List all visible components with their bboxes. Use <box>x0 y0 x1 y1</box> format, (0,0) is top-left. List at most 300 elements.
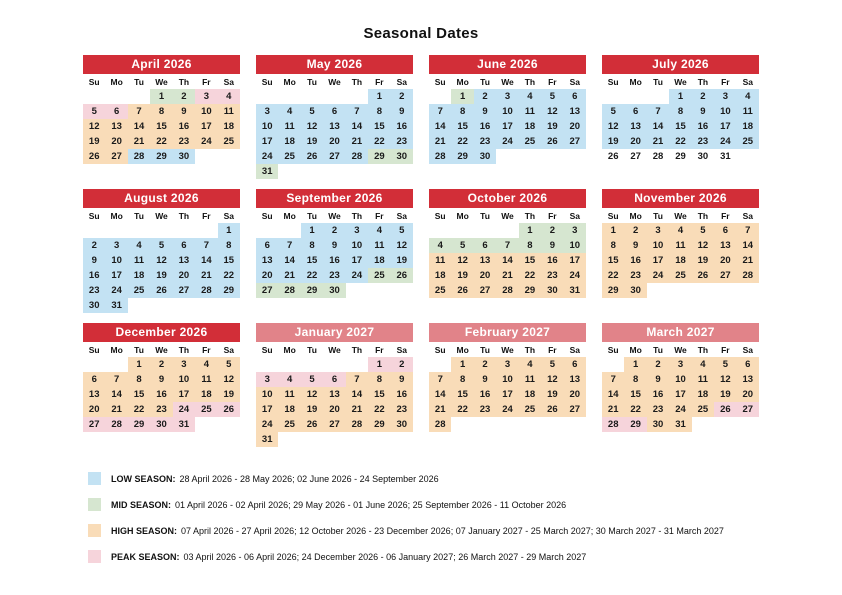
week-row <box>602 387 759 402</box>
day-cell: 12 <box>150 253 172 268</box>
day-cell: 13 <box>474 253 496 268</box>
day-cell: 26 <box>301 149 323 164</box>
week-row <box>602 134 759 149</box>
weekday-label: We <box>501 345 514 355</box>
weekday-header-row <box>83 76 240 88</box>
day-cell: 6 <box>105 104 127 119</box>
day-cell: 16 <box>83 268 105 283</box>
day-cell: 22 <box>368 134 390 149</box>
day-cell: 30 <box>83 298 105 313</box>
day-cell: 27 <box>83 417 105 432</box>
day-cell: 19 <box>451 268 473 283</box>
day-cell: 29 <box>624 417 646 432</box>
day-cell: 3 <box>346 223 368 238</box>
day-cell: 22 <box>368 402 390 417</box>
day-cell: 3 <box>195 89 217 104</box>
weekday-label: Tu <box>134 345 144 355</box>
weekday-header-row <box>602 210 759 222</box>
day-cell: 30 <box>391 149 413 164</box>
day-cell: 9 <box>391 372 413 387</box>
empty-cell <box>346 164 368 179</box>
legend-dates: 28 April 2026 - 28 May 2026; 02 June 2026 - 24 September 2026 <box>179 473 439 484</box>
week-row <box>602 104 759 119</box>
day-cell: 18 <box>692 387 714 402</box>
empty-cell <box>391 432 413 447</box>
day-cell: 12 <box>602 119 624 134</box>
empty-cell <box>451 417 473 432</box>
day-cell: 1 <box>519 223 541 238</box>
weekday-label: We <box>674 345 687 355</box>
day-cell: 15 <box>451 119 473 134</box>
weekday-label: Sa <box>396 345 407 355</box>
weekday-label: We <box>328 345 341 355</box>
empty-cell <box>105 357 127 372</box>
day-cell: 15 <box>602 253 624 268</box>
week-row <box>602 89 759 104</box>
day-cell: 10 <box>669 372 691 387</box>
day-cell: 7 <box>429 104 451 119</box>
day-cell: 12 <box>391 238 413 253</box>
weekday-header-row <box>602 344 759 356</box>
day-cell: 23 <box>692 134 714 149</box>
month-calendar <box>256 55 413 189</box>
day-cell: 26 <box>83 149 105 164</box>
day-cell: 4 <box>218 89 240 104</box>
weekday-label: Su <box>607 77 619 87</box>
day-cell: 8 <box>451 104 473 119</box>
weekday-label: We <box>328 211 341 221</box>
empty-cell <box>278 89 300 104</box>
week-row <box>602 223 759 238</box>
month-title: January 2027 <box>256 323 413 342</box>
day-cell: 4 <box>278 104 300 119</box>
day-cell: 27 <box>323 149 345 164</box>
day-cell: 13 <box>105 119 127 134</box>
day-cell: 29 <box>150 149 172 164</box>
day-cell: 23 <box>83 283 105 298</box>
day-cell: 25 <box>429 283 451 298</box>
day-cell: 29 <box>301 283 323 298</box>
weekday-header-row <box>429 76 586 88</box>
weekday-label: We <box>674 77 687 87</box>
day-cell: 22 <box>451 402 473 417</box>
month-calendar <box>602 189 759 323</box>
day-cell: 22 <box>301 268 323 283</box>
weekday-label: Th <box>697 345 709 355</box>
week-row <box>429 104 586 119</box>
empty-cell <box>714 283 736 298</box>
empty-cell <box>128 223 150 238</box>
empty-cell <box>391 283 413 298</box>
weekday-label: Th <box>178 211 190 221</box>
day-cell: 14 <box>496 253 518 268</box>
day-cell: 31 <box>173 417 195 432</box>
day-cell: 21 <box>195 268 217 283</box>
weekday-label: Sa <box>569 345 580 355</box>
month-calendar <box>256 189 413 323</box>
day-cell: 5 <box>714 357 736 372</box>
month-calendar <box>429 189 586 323</box>
empty-cell <box>195 149 217 164</box>
weeks <box>429 357 586 432</box>
day-cell: 20 <box>474 268 496 283</box>
weekday-label: Su <box>88 77 100 87</box>
day-cell: 11 <box>519 372 541 387</box>
empty-cell <box>301 357 323 372</box>
day-cell: 7 <box>647 104 669 119</box>
weekday-label: Fr <box>721 77 730 87</box>
day-cell: 20 <box>323 134 345 149</box>
day-cell: 24 <box>714 134 736 149</box>
day-cell: 2 <box>391 89 413 104</box>
day-cell: 1 <box>451 357 473 372</box>
weekday-label: Fr <box>375 211 384 221</box>
legend-item <box>88 524 842 537</box>
empty-cell <box>278 357 300 372</box>
day-cell: 12 <box>541 372 563 387</box>
empty-cell <box>195 298 217 313</box>
day-cell: 13 <box>323 387 345 402</box>
empty-cell <box>368 164 390 179</box>
day-cell: 14 <box>346 387 368 402</box>
day-cell: 10 <box>496 104 518 119</box>
day-cell: 8 <box>128 372 150 387</box>
day-cell: 23 <box>474 134 496 149</box>
day-cell: 24 <box>496 134 518 149</box>
day-cell: 21 <box>105 402 127 417</box>
day-cell: 14 <box>429 119 451 134</box>
day-cell: 16 <box>647 387 669 402</box>
week-row <box>83 283 240 298</box>
day-cell: 8 <box>624 372 646 387</box>
week-row <box>429 417 586 432</box>
day-cell: 14 <box>195 253 217 268</box>
empty-cell <box>195 223 217 238</box>
weekday-header-row <box>83 210 240 222</box>
day-cell: 24 <box>346 268 368 283</box>
day-cell: 28 <box>429 149 451 164</box>
day-cell: 2 <box>541 223 563 238</box>
day-cell: 13 <box>83 387 105 402</box>
week-row <box>83 149 240 164</box>
day-cell: 17 <box>195 119 217 134</box>
week-row <box>83 357 240 372</box>
weekday-label: Tu <box>134 211 144 221</box>
day-cell: 9 <box>692 104 714 119</box>
weekday-header-row <box>602 76 759 88</box>
day-cell: 12 <box>301 387 323 402</box>
day-cell: 25 <box>519 134 541 149</box>
day-cell: 17 <box>496 387 518 402</box>
week-row <box>429 357 586 372</box>
day-cell: 24 <box>564 268 586 283</box>
weekday-label: Tu <box>134 77 144 87</box>
empty-cell <box>429 89 451 104</box>
weekday-label: Mo <box>629 77 642 87</box>
day-cell: 23 <box>323 268 345 283</box>
day-cell: 20 <box>105 134 127 149</box>
day-cell: 7 <box>105 372 127 387</box>
weekday-label: Sa <box>396 211 407 221</box>
day-cell: 26 <box>451 283 473 298</box>
day-cell: 7 <box>346 104 368 119</box>
weekday-label: Tu <box>653 211 663 221</box>
day-cell: 19 <box>541 119 563 134</box>
empty-cell <box>218 417 240 432</box>
day-cell: 30 <box>391 417 413 432</box>
weeks <box>429 223 586 298</box>
day-cell: 17 <box>256 402 278 417</box>
legend-label: PEAK SEASON: <box>111 551 180 562</box>
day-cell: 18 <box>278 402 300 417</box>
day-cell: 25 <box>218 134 240 149</box>
week-row <box>83 402 240 417</box>
weekday-label: Sa <box>742 77 753 87</box>
day-cell: 4 <box>195 357 217 372</box>
empty-cell <box>737 283 759 298</box>
empty-cell <box>541 149 563 164</box>
day-cell: 24 <box>496 402 518 417</box>
week-row <box>256 253 413 268</box>
day-cell: 9 <box>624 238 646 253</box>
day-cell: 23 <box>541 268 563 283</box>
weekday-label: Tu <box>307 211 317 221</box>
weekday-label: Th <box>697 77 709 87</box>
empty-cell <box>496 417 518 432</box>
day-cell: 14 <box>346 119 368 134</box>
day-cell: 13 <box>564 104 586 119</box>
week-row <box>256 268 413 283</box>
day-cell: 26 <box>607 151 619 162</box>
day-cell: 7 <box>195 238 217 253</box>
day-cell: 15 <box>218 253 240 268</box>
empty-cell <box>737 417 759 432</box>
day-cell: 13 <box>256 253 278 268</box>
day-cell: 7 <box>346 372 368 387</box>
day-cell: 7 <box>429 372 451 387</box>
day-cell: 11 <box>278 119 300 134</box>
legend-label: HIGH SEASON: <box>111 525 178 536</box>
day-cell: 10 <box>256 387 278 402</box>
day-cell: 15 <box>669 119 691 134</box>
day-cell: 27 <box>564 402 586 417</box>
weekday-label: Tu <box>307 345 317 355</box>
month-title: August 2026 <box>83 189 240 208</box>
week-row <box>83 238 240 253</box>
day-cell: 1 <box>602 223 624 238</box>
day-cell: 26 <box>391 268 413 283</box>
day-cell: 23 <box>173 134 195 149</box>
day-cell: 22 <box>669 134 691 149</box>
month-title: February 2027 <box>429 323 586 342</box>
day-cell: 9 <box>541 238 563 253</box>
empty-cell <box>105 223 127 238</box>
month-calendar <box>602 323 759 457</box>
weekday-header-row <box>83 344 240 356</box>
day-cell: 22 <box>218 268 240 283</box>
legend-dates: 07 April 2026 - 27 April 2026; 12 October 2026 - 23 December 2026; 07 January 2027 - 25 March 2027; 30 March 2027 - 31 March 2027 <box>181 525 724 536</box>
day-cell: 10 <box>195 104 217 119</box>
day-cell: 27 <box>630 151 641 162</box>
day-cell: 17 <box>256 134 278 149</box>
day-cell: 8 <box>301 238 323 253</box>
day-cell: 11 <box>218 104 240 119</box>
legend-label: MID SEASON: <box>111 499 172 510</box>
day-cell: 3 <box>256 372 278 387</box>
day-cell: 26 <box>541 402 563 417</box>
day-cell: 29 <box>675 151 686 162</box>
day-cell: 27 <box>474 283 496 298</box>
day-cell: 9 <box>323 238 345 253</box>
empty-cell <box>83 357 105 372</box>
weekday-label: Su <box>261 211 273 221</box>
day-cell: 24 <box>195 134 217 149</box>
week-row <box>256 372 413 387</box>
month-calendar <box>83 189 240 323</box>
day-cell: 19 <box>150 268 172 283</box>
empty-cell <box>602 357 624 372</box>
day-cell: 27 <box>737 402 759 417</box>
day-cell: 29 <box>368 149 390 164</box>
day-cell: 25 <box>692 402 714 417</box>
month-calendar <box>429 323 586 457</box>
empty-cell <box>346 283 368 298</box>
day-cell: 28 <box>496 283 518 298</box>
day-cell: 11 <box>278 387 300 402</box>
day-cell: 9 <box>83 253 105 268</box>
day-cell: 15 <box>368 387 390 402</box>
day-cell: 12 <box>541 104 563 119</box>
week-row <box>602 372 759 387</box>
empty-cell <box>737 149 759 164</box>
day-cell: 29 <box>128 417 150 432</box>
weekday-label: Th <box>178 345 190 355</box>
day-cell: 20 <box>173 268 195 283</box>
weeks <box>602 223 759 298</box>
week-row <box>256 89 413 104</box>
day-cell: 5 <box>451 238 473 253</box>
week-row <box>256 164 413 179</box>
weeks <box>429 89 586 164</box>
weekday-label: Fr <box>548 77 557 87</box>
day-cell: 7 <box>496 238 518 253</box>
day-cell: 19 <box>83 134 105 149</box>
day-cell: 3 <box>564 223 586 238</box>
day-cell: 2 <box>391 357 413 372</box>
day-cell: 16 <box>323 253 345 268</box>
day-cell: 16 <box>541 253 563 268</box>
empty-cell <box>647 89 669 104</box>
day-cell: 25 <box>669 268 691 283</box>
day-cell: 6 <box>737 357 759 372</box>
weekday-label: Th <box>351 345 363 355</box>
day-cell: 25 <box>278 417 300 432</box>
week-row <box>83 119 240 134</box>
weekday-label: Tu <box>480 345 490 355</box>
day-cell: 16 <box>391 387 413 402</box>
day-cell: 24 <box>669 402 691 417</box>
day-cell: 23 <box>474 402 496 417</box>
day-cell: 28 <box>195 283 217 298</box>
day-cell: 19 <box>301 134 323 149</box>
day-cell: 23 <box>624 268 646 283</box>
month-title: December 2026 <box>83 323 240 342</box>
empty-cell <box>83 223 105 238</box>
legend-item <box>88 472 842 485</box>
weekday-label: We <box>155 345 168 355</box>
day-cell: 26 <box>692 268 714 283</box>
day-cell: 9 <box>647 372 669 387</box>
empty-cell <box>368 283 390 298</box>
day-cell: 19 <box>541 387 563 402</box>
week-row <box>429 223 586 238</box>
month-title: September 2026 <box>256 189 413 208</box>
day-cell: 21 <box>496 268 518 283</box>
week-row <box>429 134 586 149</box>
day-cell: 28 <box>602 417 624 432</box>
weeks <box>83 223 240 313</box>
day-cell: 25 <box>368 268 390 283</box>
week-row <box>83 387 240 402</box>
page-title: Seasonal Dates <box>363 25 479 42</box>
empty-cell <box>474 223 496 238</box>
day-cell: 17 <box>496 119 518 134</box>
day-cell: 19 <box>218 387 240 402</box>
day-cell: 30 <box>150 417 172 432</box>
day-cell: 18 <box>519 387 541 402</box>
day-cell: 8 <box>368 104 390 119</box>
empty-cell <box>128 89 150 104</box>
weekday-label: Fr <box>375 77 384 87</box>
weekday-label: Th <box>351 211 363 221</box>
day-cell: 2 <box>474 89 496 104</box>
day-cell: 1 <box>150 89 172 104</box>
weekday-label: Fr <box>548 345 557 355</box>
week-row <box>256 223 413 238</box>
weekday-label: Su <box>434 345 446 355</box>
empty-cell <box>368 432 390 447</box>
day-cell: 17 <box>346 253 368 268</box>
week-row <box>429 268 586 283</box>
day-cell: 10 <box>256 119 278 134</box>
week-row <box>602 238 759 253</box>
day-cell: 1 <box>368 89 390 104</box>
empty-cell <box>564 149 586 164</box>
day-cell: 8 <box>368 372 390 387</box>
day-cell: 4 <box>737 89 759 104</box>
weekday-label: Th <box>351 77 363 87</box>
weekday-label: We <box>155 77 168 87</box>
day-cell: 11 <box>737 104 759 119</box>
month-calendar <box>256 323 413 457</box>
peak-season-swatch <box>88 550 101 563</box>
day-cell: 14 <box>429 387 451 402</box>
day-cell: 25 <box>128 283 150 298</box>
day-cell: 7 <box>737 223 759 238</box>
empty-cell <box>173 298 195 313</box>
day-cell: 28 <box>278 283 300 298</box>
weekday-label: We <box>328 77 341 87</box>
day-cell: 15 <box>368 119 390 134</box>
day-cell: 1 <box>451 89 473 104</box>
day-cell: 30 <box>697 151 709 162</box>
empty-cell <box>218 149 240 164</box>
weeks <box>256 89 413 179</box>
week-row <box>256 357 413 372</box>
day-cell: 14 <box>128 119 150 134</box>
week-row <box>83 223 240 238</box>
week-row <box>602 402 759 417</box>
